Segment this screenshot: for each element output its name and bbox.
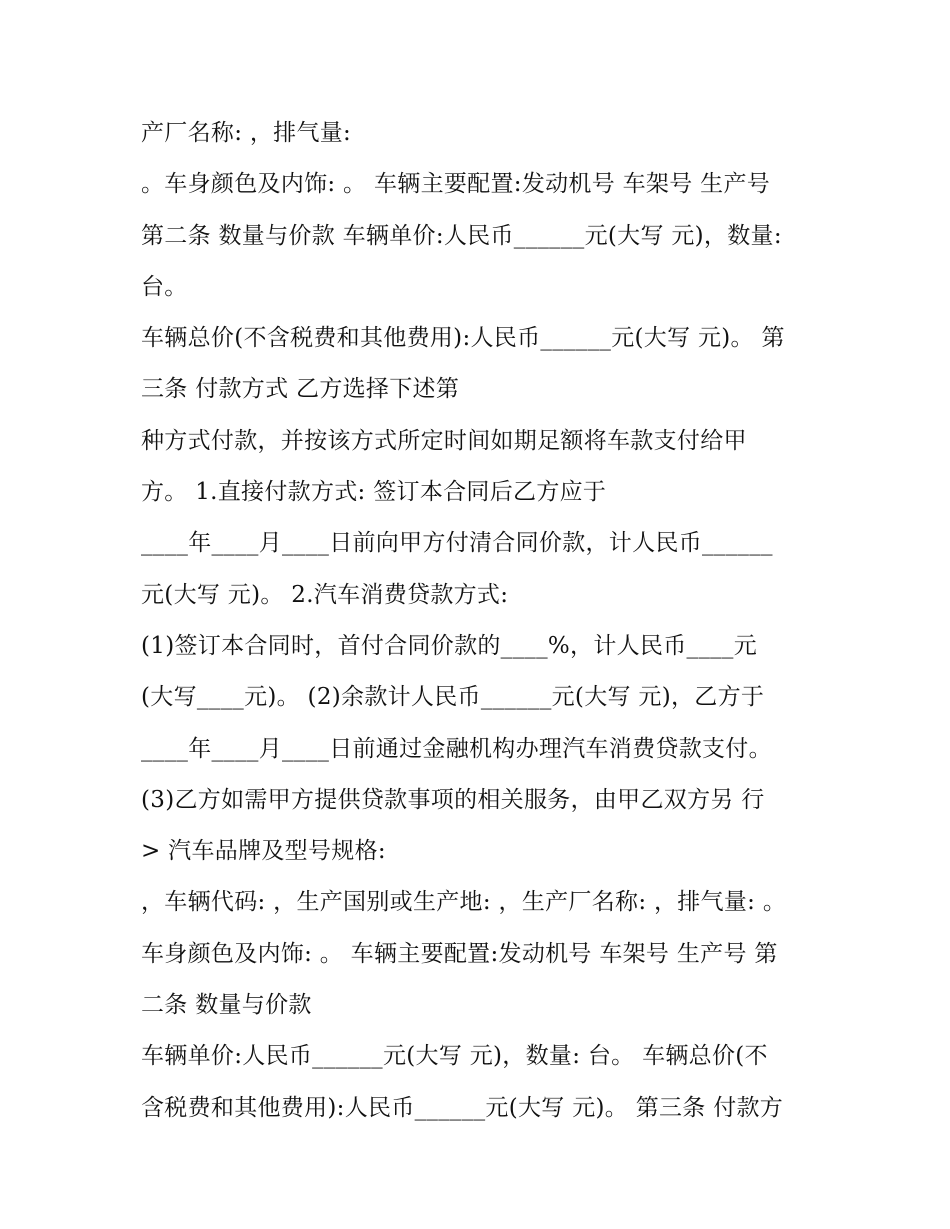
text-line: ，车辆代码: ，生产国别或生产地: ，生产厂名称: ，排气量: 。 bbox=[141, 889, 787, 916]
text-line: 三条 付款方式 乙方选择下述第 bbox=[141, 376, 460, 403]
text-line: (3)乙方如需甲方提供贷款事项的相关服务，由甲乙双方另 行 bbox=[141, 786, 765, 813]
text-line: 元(大写 元)。 2.汽车消费贷款方式: bbox=[141, 581, 509, 608]
text-line: ____年____月____日前向甲方付清合同价款，计人民币______ bbox=[141, 530, 773, 557]
text-line: > 汽车品牌及型号规格: bbox=[141, 838, 386, 865]
text-line: 方。 1.直接付款方式: 签订本合同后乙方应于 bbox=[141, 479, 607, 506]
text-line: (大写____元)。 (2)余款计人民币______元(大写 元)，乙方于 bbox=[141, 684, 765, 711]
text-line: 台。 bbox=[141, 273, 188, 300]
text-line: 车辆单价:人民币______元(大写 元)，数量: 台。 车辆总价(不 bbox=[141, 1043, 768, 1070]
document-body bbox=[141, 108, 821, 1134]
text-line: 。车身颜色及内饰: 。 车辆主要配置:发动机号 车架号 生产号 bbox=[141, 171, 771, 198]
text-line: 二条 数量与价款 bbox=[141, 992, 312, 1019]
text-line: 含税费和其他费用):人民币______元(大写 元)。 第三条 付款方 bbox=[141, 1094, 784, 1121]
text-line: ____年____月____日前通过金融机构办理汽车消费贷款支付。 bbox=[141, 735, 772, 762]
text-line: 第二条 数量与价款 车辆单价:人民币______元(大写 元)，数量: bbox=[141, 222, 782, 249]
text-line: 车身颜色及内饰: 。 车辆主要配置:发动机号 车架号 生产号 第 bbox=[141, 940, 778, 967]
text-line: 种方式付款，并按该方式所定时间如期足额将车款支付给甲 bbox=[141, 427, 747, 454]
text-line: 产厂名称: ，排气量: bbox=[141, 120, 352, 146]
text-line: 车辆总价(不含税费和其他费用):人民币______元(大写 元)。 第 bbox=[141, 325, 785, 352]
text-line: (1)签订本合同时，首付合同价款的____%，计人民币____元 bbox=[141, 632, 758, 659]
